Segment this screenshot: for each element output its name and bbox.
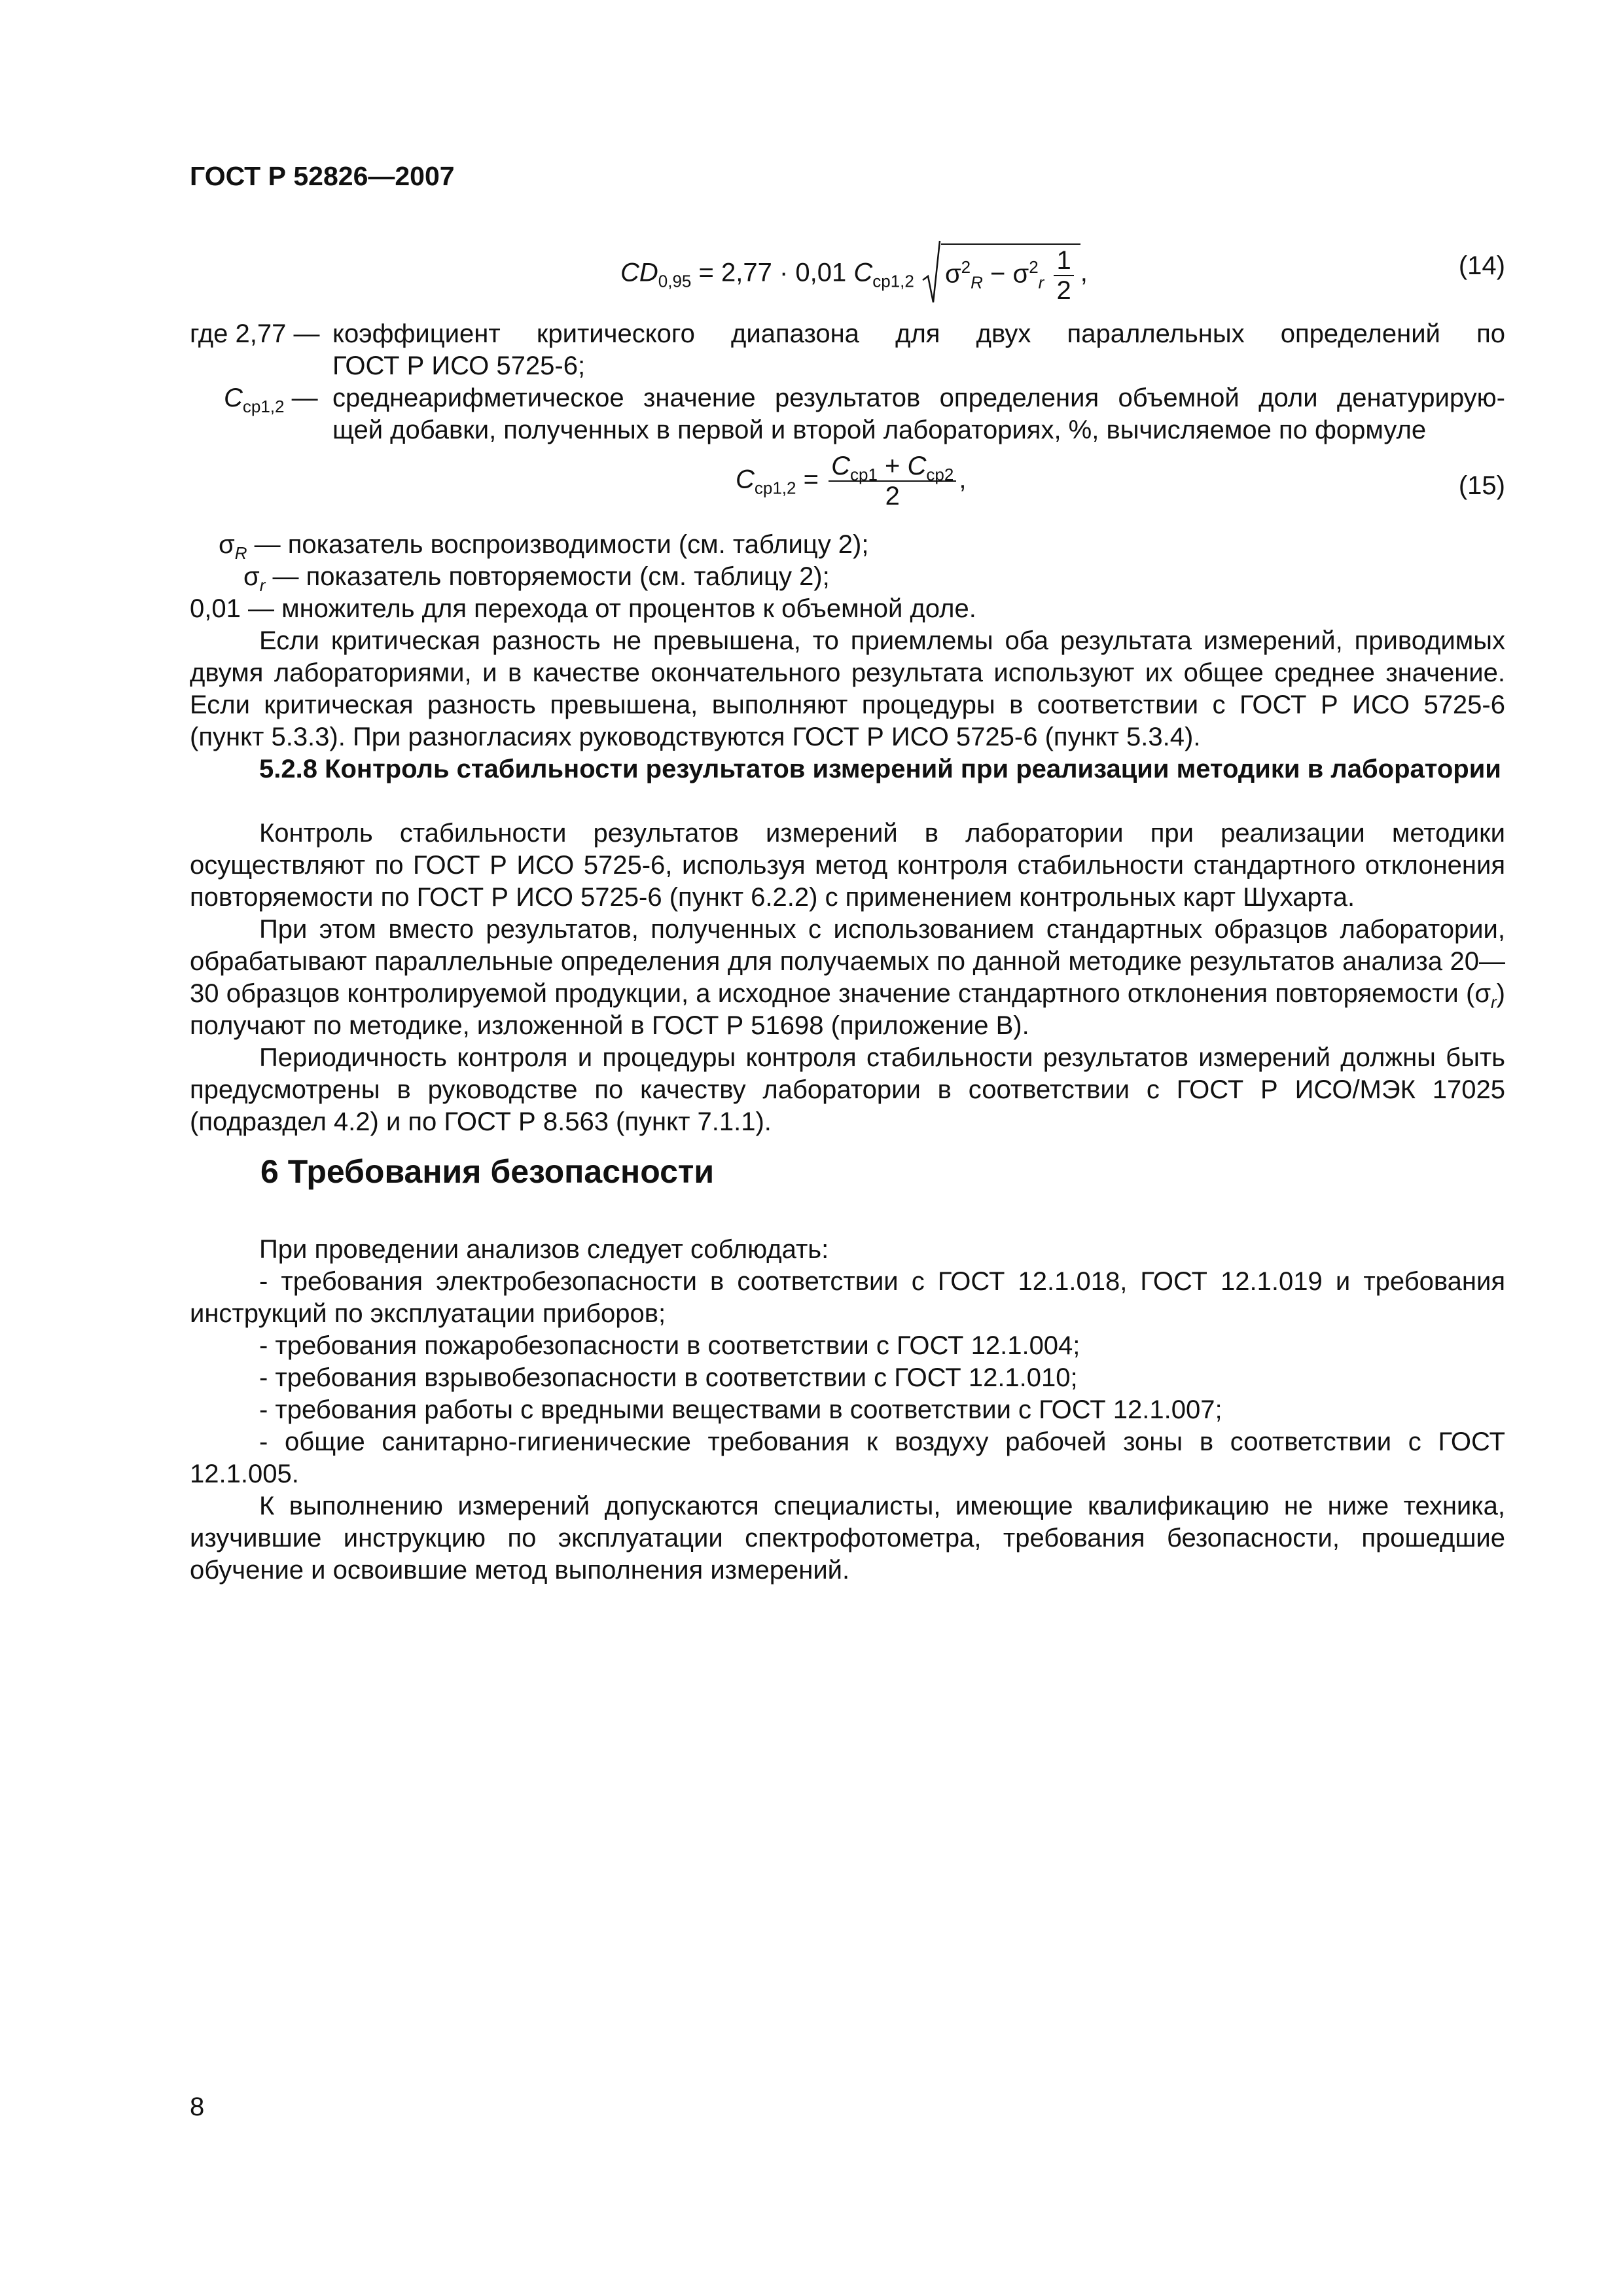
definition-reproducibility: $\sigma_R$ — показатель воспроизводимости (см. таблицу 2);	[219, 530, 869, 563]
document-header: ГОСТ Р 52826—2007	[190, 161, 455, 191]
equation-number-14: (14)	[1458, 251, 1505, 280]
fraction-one-half: $\frac{1}{2}$	[1054, 246, 1073, 305]
definitions-list	[190, 318, 1505, 446]
safety-item-hazardous: - требования работы с вредными веществами в соответствии с ГОСТ 12.1.007;	[259, 1395, 1222, 1424]
definition-multiplier: 0,01 — множитель для перехода от процентов к объемной доле.	[190, 594, 976, 623]
formula-14: $CD_{0,95} = 2,77 \cdot 0,01$ $C_{ср1,2}$ $\sigma^2_R - \sigma^2_r$ $\frac{1}{2}$ ,	[620, 243, 1088, 305]
section-6-title: 6 Требования безопасности	[260, 1153, 715, 1190]
square-root: $\sigma^2_R - \sigma^2_r$ $\frac{1}{2}$	[921, 243, 1080, 305]
fraction-mean: $\frac{C_{ср1} + C_{ср2}}{2}$	[829, 452, 956, 511]
section-6-intro: При проведении анализов следует соблюдать:	[259, 1235, 829, 1264]
definition-repeatability: $\sigma_r$ — показатель повторяемости (см. таблицу 2);	[243, 562, 830, 595]
equation-number-15: (15)	[1458, 471, 1505, 500]
safety-item-electrical: - требования электробезопасности в соответствии с ГОСТ 12.1.018, ГОСТ 12.1.019 и требования инструкций по эксплуатации приборов;	[190, 1267, 1505, 1328]
definition-mean-value: $C_{ср1,2}$ — среднеарифметическое значение результатов определения объемной доли денатурирую- щей добавки, полученных в первой и второй лабораториях, %, вычисляемое по формуле	[224, 384, 1505, 444]
paragraph-periodicity: Периодичность контроля и процедуры контроля стабильности результатов измерений должны быть предусмотрены в руководстве по качеству лаборатории в соответствии с ГОСТ Р ИСО/МЭК 17025 (подраздел 4.2) и по ГОСТ Р 8.563 (пункт 7.1.1).	[190, 1043, 1505, 1136]
radical-sign-icon	[921, 240, 941, 305]
paragraph-samples-processing: При этом вместо результатов, полученных с использованием стандартных образцов лаборатории, обрабатывают параллельные определения для получаемых по данной методике результатов анализа 20—30 образцов контролируемой продукции, а исходное значение стандартного отклонения повторяемости $(\sigma_r)$ получают по методике, изложенной в ГОСТ Р 51698 (приложение В).	[190, 915, 1505, 1040]
paragraph-stability-control: Контроль стабильности результатов измерений в лаборатории при реализации методики осуществляют по ГОСТ Р ИСО 5725-6, используя метод контроля стабильности стандартного отклонения повторяемости по ГОСТ Р ИСО 5725-6 (пункт 6.2.2) с применением контрольных карт Шухарта.	[190, 819, 1505, 912]
safety-item-fire: - требования пожаробезопасности в соответствии с ГОСТ 12.1.004;	[259, 1331, 1080, 1360]
definition-coefficient: где 2,77 — коэффициент критического диапазона для двух параллельных определений по ГОСТ Р ИСО 5725-6;	[190, 319, 1505, 380]
paragraph-critical-difference: Если критическая разность не превышена, то приемлемы оба результата измерений, приводимых двумя лабораториями, и в качестве окончательного результата используют их общее среднее значение. Если критическая разность превышена, выполняют процедуры в соответствии с ГОСТ Р ИСО 5725-6 (пункт 5.3.3). При разногласиях руководствуются ГОСТ Р ИСО 5725-6 (пункт 5.3.4).	[190, 626, 1505, 751]
page-number: 8	[190, 2092, 205, 2121]
paragraph-personnel-qualification: К выполнению измерений допускаются специалисты, имеющие квалификацию не ниже техника, изучившие инструкцию по эксплуатации спектрофотометра, требования безопасности, прошедшие обучение и освоившие метод выполнения измерений.	[190, 1492, 1505, 1585]
safety-item-explosion: - требования взрывобезопасности в соответствии с ГОСТ 12.1.010;	[259, 1363, 1078, 1392]
formula-15: $C_{ср1,2}$ = $\frac{C_{ср1} + C_{ср2}}{2}$ ,	[736, 452, 967, 511]
subsection-5-2-8-title: 5.2.8 Контроль стабильности результатов измерений при реализации методики в лаборатории	[259, 755, 1501, 783]
safety-item-sanitary: - общие санитарно-гигиенические требования к воздуху рабочей зоны в соответствии с ГОСТ 12.1.005.	[190, 1427, 1505, 1488]
